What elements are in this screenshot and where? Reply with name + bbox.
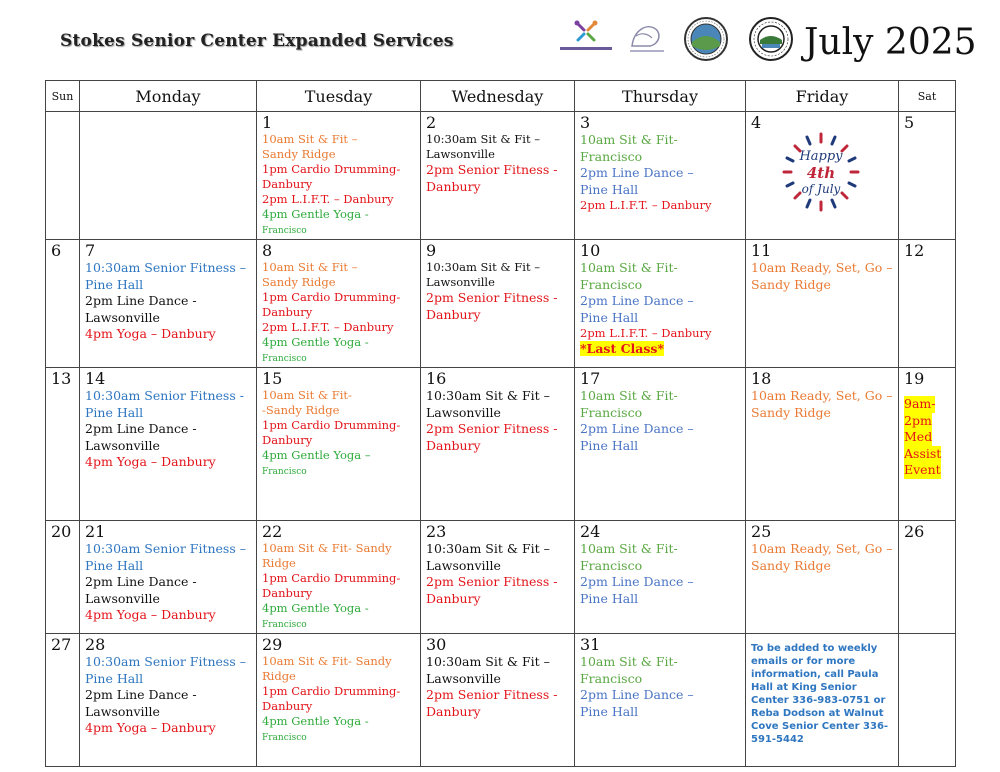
event-location: Danbury [262,305,313,319]
walnut-cove-senior-center-logo [624,16,670,60]
day-cell [899,240,956,368]
event: 10am Sit & Fit- Sandy Ridge [262,654,392,683]
day-number: 5 [904,113,915,132]
week-row [46,112,956,240]
day-cell [746,240,899,368]
event: 10:30am Sit & Fit – [426,388,550,403]
day-cell [46,112,80,240]
event-location: Lawsonville [426,275,495,289]
event: 2pm Line Dance – [580,574,694,589]
event: 10am Sit & Fit – [262,260,358,274]
day-number: 4 [751,113,762,132]
day-cell [257,368,421,521]
day-cell [746,521,899,634]
event-location: Francisco [262,733,307,743]
day-cell [421,634,575,767]
event-location: Sandy Ridge [751,404,831,420]
week-row [46,240,956,368]
weekday-header-row [46,81,956,112]
event-location: Pine Hall [580,309,639,325]
event: 2pm Line Dance – [580,165,694,180]
day-number: 1 [262,113,273,132]
day-cell [80,521,257,634]
day-number: 8 [262,241,273,260]
event-location: Danbury [426,437,481,453]
event: 10:30am Sit & Fit – [426,132,540,146]
event: 10:30am Senior Fitness – [85,654,246,669]
event-location: Danbury [262,699,313,713]
event-text: 4pm Gentle Yoga – [262,448,371,462]
event: 10:30am Sit & Fit – [426,654,550,669]
day-cell [80,368,257,521]
day-number: 23 [426,522,447,541]
event: 10:30am Sit & Fit – [426,541,550,556]
event-location: Danbury [262,177,313,191]
week-row [46,521,956,634]
day-number: 30 [426,635,447,654]
weekday-header: Sun [46,81,80,112]
event: 4pm Yoga – Danbury [85,607,216,622]
event: 2pm Line Dance – [580,687,694,702]
day-number: 29 [262,635,283,654]
event-line: 2pm [904,412,932,428]
last-class-badge [580,341,741,358]
day-cell [746,112,899,240]
event: 10:30am Sit & Fit – [426,260,540,274]
event-location: Danbury [426,590,481,606]
event-line: Event [904,462,941,477]
event: 10am Sit & Fit- Sandy Ridge [262,541,392,570]
king-senior-center-logo [556,16,616,60]
event-location: Francisco [262,354,307,364]
event: 10:30am Senior Fitness – [85,260,246,275]
event-location: Pine Hall [85,404,144,420]
event: 2pm Senior Fitness - [426,290,558,305]
week-row [46,634,956,767]
weekday-header: Friday [746,81,899,112]
event-location: Sandy Ridge [262,147,336,161]
day-number: 3 [580,113,591,132]
day-cell [46,368,80,521]
event [262,448,416,480]
day-cell [257,240,421,368]
event-location: Sandy Ridge [262,275,336,289]
stokes-county-seal [748,16,794,62]
day-cell [746,368,899,521]
event: 2pm Line Dance - [85,293,197,308]
event-location: Lawsonville [85,437,160,453]
event-location: Pine Hall [580,437,639,453]
event-location: Danbury [426,306,481,322]
event-location: Lawsonville [426,404,501,420]
event [262,207,416,239]
day-number: 9 [426,241,437,260]
day-number: 7 [85,241,96,260]
day-number: 11 [751,241,772,260]
day-number: 19 [904,369,925,388]
day-number: 14 [85,369,106,388]
event-text: 4pm Gentle Yoga - [262,714,369,728]
event-location: Francisco [262,467,307,477]
last-class-text: *Last Class* [580,341,664,356]
day-cell [575,112,746,240]
event: 2pm Senior Fitness - [426,574,558,589]
day-number: 25 [751,522,772,541]
day-cell [575,240,746,368]
event: 10am Sit & Fit- Francisco [580,654,678,686]
day-number: 2 [426,113,437,132]
event: 10am Sit & Fit- Francisco [580,132,678,164]
event-location: Pine Hall [85,670,144,686]
day-number: 10 [580,241,601,260]
day-cell [421,240,575,368]
day-cell [80,240,257,368]
day-cell [899,634,956,767]
event: 10am Sit & Fit – [262,132,358,146]
day-cell [421,521,575,634]
fireworks-text-3: of July [801,182,841,196]
event: 1pm Cardio Drumming- [262,418,401,432]
event: 10:30am Senior Fitness – [85,541,246,556]
med-assist-event [904,396,951,479]
king-north-carolina-seal [683,16,729,62]
day-cell [421,112,575,240]
event: 2pm Senior Fitness - [426,687,558,702]
event-location: Pine Hall [580,590,639,606]
event-text: 4pm Gentle Yoga - [262,207,369,221]
weekday-header: Wednesday [421,81,575,112]
day-number: 13 [51,369,72,388]
event: 2pm Senior Fitness - [426,421,558,436]
day-number: 16 [426,369,447,388]
day-cell [80,634,257,767]
day-number: 17 [580,369,601,388]
page-title: Stokes Senior Center Expanded Services [60,31,454,51]
event: 2pm L.I.F.T. – Danbury [580,198,712,212]
event-location: Lawsonville [426,557,501,573]
event-location: Pine Hall [580,181,639,197]
day-number: 20 [51,522,72,541]
event: 1pm Cardio Drumming- [262,162,401,176]
event: 2pm Senior Fitness - [426,162,558,177]
event [262,335,416,367]
weekday-header: Sat [899,81,956,112]
day-number: 22 [262,522,283,541]
day-cell [575,521,746,634]
day-cell [257,634,421,767]
event-location: Pine Hall [85,276,144,292]
event-location: Francisco [262,226,307,236]
day-cell [46,240,80,368]
event-location: Danbury [426,703,481,719]
day-cell [575,634,746,767]
event-line: Med [904,429,933,444]
event-location: Danbury [262,586,313,600]
event-location: -Sandy Ridge [262,403,340,417]
day-number: 21 [85,522,106,541]
day-cell [257,521,421,634]
weekday-header: Tuesday [257,81,421,112]
event: 10am Ready, Set, Go – [751,388,893,403]
day-cell [46,634,80,767]
day-number: 31 [580,635,601,654]
event: 10am Sit & Fit- Francisco [580,541,678,573]
event [262,601,416,633]
event: 2pm L.I.F.T. – Danbury [580,326,712,340]
day-cell [80,112,257,240]
event-line: 9am- [904,396,936,411]
event: 4pm Yoga – Danbury [85,720,216,735]
month-title: July 2025 [804,22,977,63]
event: 10am Sit & Fit- Francisco [580,388,678,420]
event-location: Sandy Ridge [751,557,831,573]
event-line: Assist [904,445,942,461]
week-row [46,368,956,521]
weekday-header: Thursday [575,81,746,112]
calendar-grid [45,80,956,767]
event: 4pm Yoga – Danbury [85,326,216,341]
day-number: 26 [904,522,925,541]
event-location: Pine Hall [580,703,639,719]
day-cell [899,521,956,634]
event-location: Lawsonville [85,309,160,325]
event-location: Lawsonville [85,703,160,719]
weekday-header: Monday [80,81,257,112]
event: 10am Ready, Set, Go – [751,260,893,275]
day-number: 15 [262,369,283,388]
event: 2pm Line Dance - [85,421,197,436]
event: 2pm L.I.F.T. – Danbury [262,192,394,206]
event-location: Lawsonville [426,670,501,686]
day-cell [575,368,746,521]
event-location: Lawsonville [426,147,495,161]
event-location: Danbury [262,433,313,447]
event: 10am Sit & Fit- [262,388,352,402]
day-number: 24 [580,522,601,541]
event [262,714,416,746]
day-cell [899,368,956,521]
event: 2pm Line Dance - [85,687,197,702]
event-text: 4pm Gentle Yoga - [262,601,369,615]
event-location: Danbury [426,178,481,194]
event: 2pm Line Dance - [85,574,197,589]
event: 2pm L.I.F.T. – Danbury [262,320,394,334]
event: 1pm Cardio Drumming- [262,571,401,585]
day-cell [257,112,421,240]
event-location: Pine Hall [85,557,144,573]
day-number: 28 [85,635,106,654]
day-cell [421,368,575,521]
event: 10am Ready, Set, Go – [751,541,893,556]
fireworks-icon [771,128,871,214]
event-text: 4pm Gentle Yoga - [262,335,369,349]
event: 10:30am Senior Fitness - [85,388,244,403]
day-number: 6 [51,241,62,260]
fireworks-text-1: Happy [799,149,843,164]
day-cell [46,521,80,634]
day-number: 27 [51,635,72,654]
event: 2pm Line Dance – [580,293,694,308]
event-location: Francisco [262,620,307,630]
event: 1pm Cardio Drumming- [262,290,401,304]
contact-info: To be added to weekly emails or for more information, call Paula Hall at King Senior Center 336-983-0751 or Reba Dodson at Walnut Cove Senior Center 336-591-5442 [751,643,889,745]
day-number: 12 [904,241,925,260]
day-number: 18 [751,369,772,388]
event: 4pm Yoga – Danbury [85,454,216,469]
event: 1pm Cardio Drumming- [262,684,401,698]
event-location: Sandy Ridge [751,276,831,292]
event: 10am Sit & Fit- Francisco [580,260,678,292]
event: 2pm Line Dance – [580,421,694,436]
day-cell [746,634,899,767]
day-cell [899,112,956,240]
event-location: Lawsonville [85,590,160,606]
fireworks-text-2: 4th [806,164,836,182]
